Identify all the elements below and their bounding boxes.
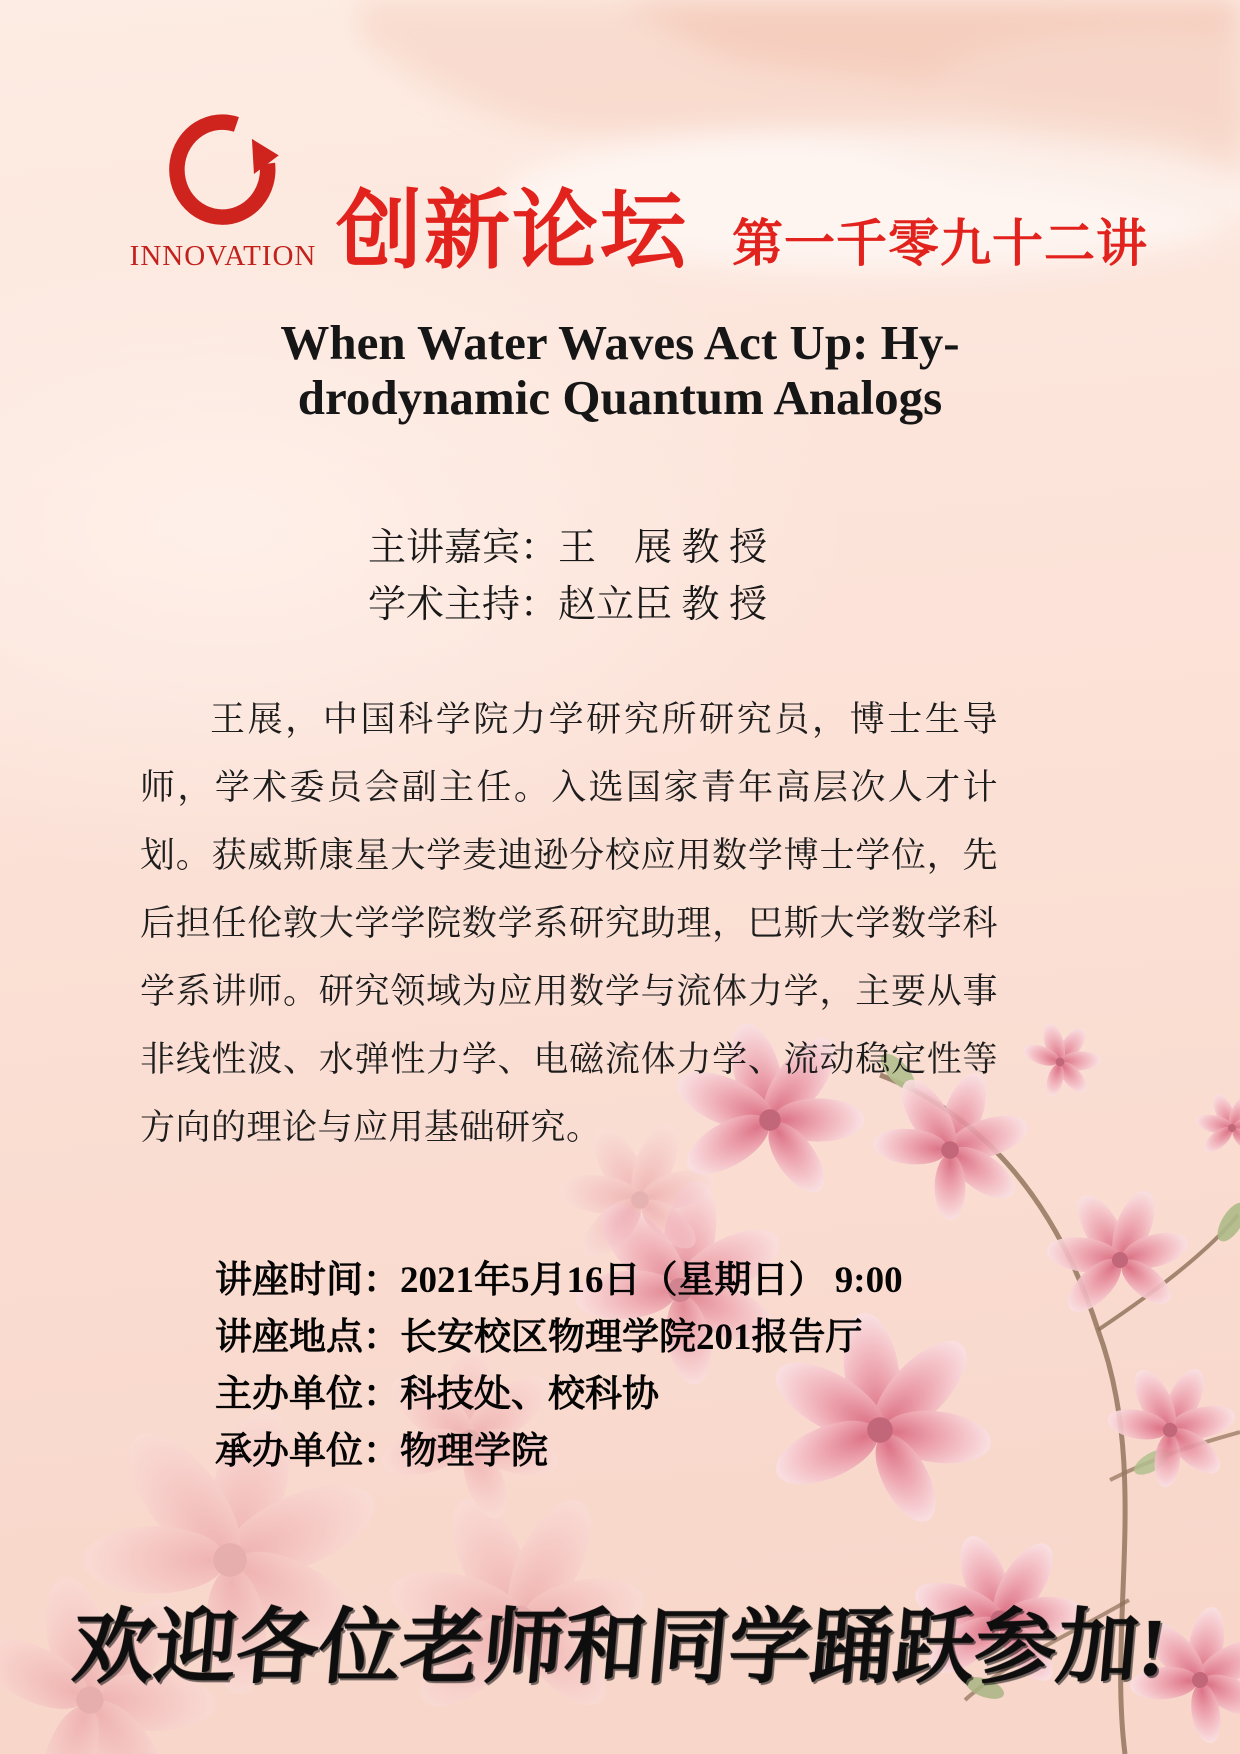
innovation-logo [116,110,330,273]
detail-time-line [215,1252,903,1309]
detail-venue-value: 长安校区物理学院201报告厅 [400,1317,863,1358]
detail-organizer-value: 科技处、校科协 [400,1374,659,1415]
people-block [368,520,767,634]
detail-undertaker-line [215,1423,903,1480]
speaker-name: 王 展 教 授 [558,527,768,569]
speaker-line [368,520,767,577]
host-name: 赵立臣 教 授 [558,584,768,626]
detail-organizer-line [215,1366,903,1423]
detail-undertaker-value: 物理学院 [400,1431,548,1472]
talk-title-line2: drodynamic Quantum Analogs [297,369,943,425]
lecture-number: 第一千零九十二讲 [732,215,1149,272]
detail-venue-label: 讲座地点： [215,1317,400,1358]
detail-venue-line [215,1309,903,1366]
host-label: 学术主持： [368,584,559,626]
speaker-bio: 王展，中国科学院力学研究所研究员，博士生导师，学术委员会副主任。入选国家青年高层次人才计划。获威斯康星大学麦迪逊分校应用数学博士学位，先后担任伦敦大学学院数学系研究助理，巴斯大学数学科学系讲师。研究领域为应用数学与流体力学，主要从事非线性波、水弹性力学、电磁流体力学、流动稳定性等方向的理论与应用基础研究。 [140,700,998,1147]
welcome-banner: 欢迎各位老师和同学踊跃参加! [68,1602,1171,1693]
speaker-label: 主讲嘉宾： [368,527,559,569]
forum-header [336,183,1149,279]
lecture-details [215,1252,903,1480]
talk-title-line1: When Water Waves Act Up: Hy- [280,315,960,370]
detail-time-value: 2021年5月16日（星期日） 9:00 [400,1260,903,1301]
talk-title [0,316,1240,426]
detail-organizer-label: 主办单位： [215,1374,400,1415]
host-line [368,577,767,634]
logo-wordmark: INNOVATION [129,240,317,272]
forum-title: 创新论坛 [336,183,688,279]
detail-time-label: 讲座时间： [215,1260,400,1301]
detail-undertaker-label: 承办单位： [215,1431,400,1472]
innovation-swirl-icon [161,110,285,238]
